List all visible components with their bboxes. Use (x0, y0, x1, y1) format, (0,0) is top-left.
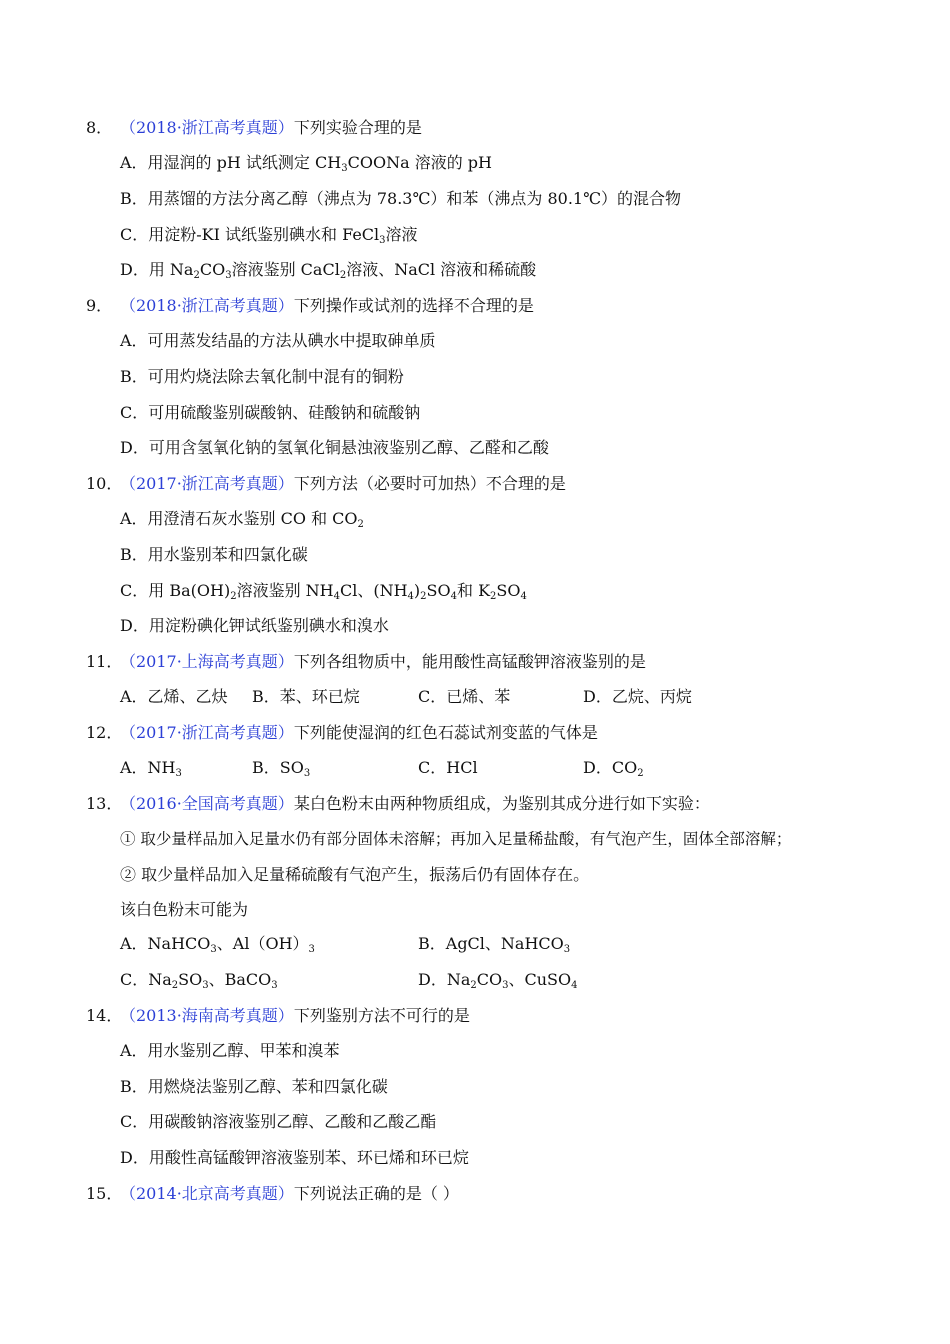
option-c: C．用 $Ba(OH)_2$溶液鉴别 $NH_4Cl$、$(NH_4)_2SO_4$和 $K_2SO_4$ (120, 581, 527, 602)
question-number: 14． (86, 1006, 123, 1025)
option-d: D．乙烷、丙烷 (583, 687, 692, 706)
question-text: 某白色粉末由两种物质组成，为鉴别其成分进行如下实验： (293, 794, 710, 813)
option-b: B．用燃烧法鉴别乙醇、苯和四氯化碳 (120, 1077, 388, 1096)
option-c: C．HCl (418, 758, 478, 777)
option-a: A．用湿润的 pH 试纸测定 $CH_3COONa$ 溶液的 pH (120, 153, 492, 174)
question-stem (120, 723, 598, 743)
question-source: （2018·浙江高考真题） (120, 296, 294, 315)
question-number: 10． (86, 474, 123, 493)
question-number: 15． (86, 1184, 123, 1203)
option-d: D．用 $Na_2CO_3$溶液鉴别 CaCl$_2$溶液、NaCl 溶液和稀硫酸 (120, 260, 537, 281)
question-prompt: 该白色粉末可能为 (120, 900, 249, 919)
question-source: （2018·浙江高考真题） (120, 118, 294, 137)
question-source: （2013·海南高考真题） (120, 1006, 294, 1025)
experiment-step-1: ① 取少量样品加入足量水仍有部分固体未溶解；再加入足量稀盐酸，有气泡产生，固体全部溶解； (120, 830, 792, 848)
question-text: 下列各组物质中，能用酸性高锰酸钾溶液鉴别的是 (293, 652, 646, 671)
question-number: 8． (86, 118, 113, 137)
question-stem (120, 296, 534, 316)
question-source: （2016·全国高考真题） (120, 794, 294, 813)
option-a: A．$NH_3$ (120, 758, 182, 779)
option-d: D．用酸性高锰酸钾溶液鉴别苯、环已烯和环已烷 (120, 1148, 469, 1167)
question-stem (120, 1006, 470, 1026)
option-b: B．可用灼烧法除去氧化制中混有的铜粉 (120, 367, 404, 386)
question-text: 下列说法正确的是（ ） (293, 1184, 459, 1203)
option-b: B．用蒸馏的方法分离乙醇（沸点为 78.3℃）和苯（沸点为 80.1℃）的混合物 (120, 189, 681, 208)
question-text: 下列实验合理的是 (293, 118, 422, 137)
option-b: B．用水鉴别苯和四氯化碳 (120, 545, 308, 564)
question-source: （2017·浙江高考真题） (120, 474, 294, 493)
option-a: A．NaHCO$_3$、$Al(OH)_3$ (120, 934, 315, 955)
option-c: C．用碳酸钠溶液鉴别乙醇、乙酸和乙酸乙酯 (120, 1112, 437, 1131)
option-a: A．用水鉴别乙醇、甲苯和溴苯 (120, 1041, 340, 1060)
experiment-step-2: ② 取少量样品加入足量稀硫酸有气泡产生，振荡后仍有固体存在。 (120, 865, 590, 884)
option-c: C．$Na_2SO_3$、BaCO$_3$ (120, 970, 278, 991)
question-source: （2014·北京高考真题） (120, 1184, 294, 1203)
option-c: C．可用硫酸鉴别碳酸钠、硅酸钠和硫酸钠 (120, 403, 421, 422)
question-number: 13． (86, 794, 123, 813)
option-a: A．乙烯、乙炔 (120, 687, 228, 706)
option-a: A．用澄清石灰水鉴别 CO 和 $CO_2$ (120, 509, 364, 530)
question-stem (120, 652, 646, 672)
option-a: A．可用蒸发结晶的方法从碘水中提取砷单质 (120, 331, 436, 350)
option-b: B．苯、环已烷 (252, 687, 360, 706)
option-b: B．$SO_3$ (252, 758, 311, 779)
question-text: 下列方法（必要时可加热）不合理的是 (293, 474, 566, 493)
question-stem (120, 1184, 459, 1204)
option-d: D．可用含氢氧化钠的氢氧化铜悬浊液鉴别乙醇、乙醛和乙酸 (120, 438, 549, 457)
option-b: B．AgCl、NaHCO$_3$ (418, 934, 571, 955)
question-text: 下列能使湿润的红色石蕊试剂变蓝的气体是 (293, 723, 598, 742)
question-text: 下列操作或试剂的选择不合理的是 (293, 296, 534, 315)
question-text: 下列鉴别方法不可行的是 (293, 1006, 470, 1025)
question-stem (120, 474, 566, 494)
question-number: 9． (86, 296, 113, 315)
question-source: （2017·浙江高考真题） (120, 723, 294, 742)
option-c: C．用淀粉-KI 试纸鉴别碘水和 FeCl$_3$溶液 (120, 225, 418, 246)
question-stem (120, 794, 710, 814)
option-d: D．$Na_2CO_3$、CuSO$_4$ (418, 970, 578, 991)
question-number: 12． (86, 723, 123, 742)
option-d: D．用淀粉碘化钾试纸鉴别碘水和溴水 (120, 616, 389, 635)
option-c: C．已烯、苯 (418, 687, 511, 706)
question-stem (120, 118, 422, 138)
option-d: D．$CO_2$ (583, 758, 644, 779)
question-source: （2017·上海高考真题） (120, 652, 294, 671)
question-number: 11． (86, 652, 123, 671)
